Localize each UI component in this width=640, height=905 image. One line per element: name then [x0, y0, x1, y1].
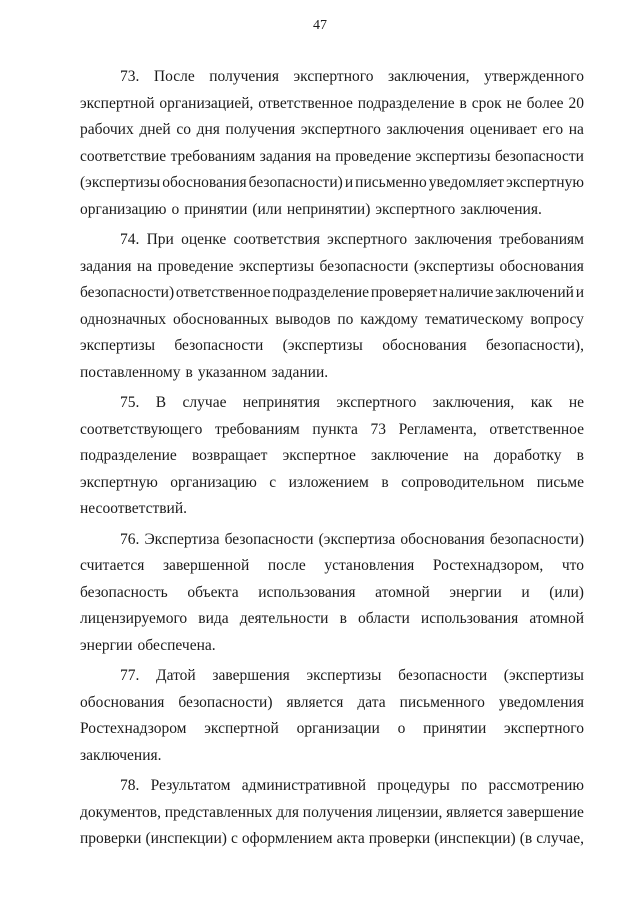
paragraph — [80, 663, 584, 769]
word: по — [337, 310, 354, 328]
word: письменного — [399, 693, 485, 711]
word: однозначных — [80, 310, 167, 328]
word: безопасности) — [80, 284, 175, 301]
text-line — [80, 633, 584, 660]
word: дата — [357, 693, 386, 711]
word: утвержденного — [484, 68, 584, 85]
text-line — [80, 743, 584, 770]
word: ответственное — [175, 284, 271, 301]
word: тематическому — [424, 310, 524, 328]
word: в — [339, 610, 347, 627]
word: безопасности — [224, 530, 314, 548]
word: получения — [209, 68, 279, 85]
word: указанном — [197, 363, 267, 381]
word: Экспертиза — [144, 530, 220, 548]
word: (экспертизы — [503, 667, 584, 684]
word: заключения — [386, 121, 465, 138]
text-line — [80, 527, 584, 554]
word: получения — [302, 803, 373, 821]
word: считается — [80, 557, 145, 574]
word: ответственное — [258, 94, 353, 112]
word: на — [315, 147, 331, 165]
word: (в — [519, 830, 533, 847]
word: экспертного — [504, 720, 584, 737]
word: экспертной — [204, 720, 279, 737]
word: 20 — [568, 94, 584, 112]
text-line — [80, 580, 584, 607]
word: оформлением — [241, 830, 333, 847]
word: (экспертиза — [318, 530, 396, 548]
word: (или) — [549, 583, 584, 601]
word: подразделение — [357, 94, 455, 112]
word: заключения, — [388, 68, 470, 85]
text-line — [80, 690, 584, 717]
word: организацию — [170, 473, 257, 491]
word: экспертного — [293, 68, 374, 85]
word: административной — [241, 777, 367, 794]
word: Датой — [156, 667, 196, 684]
word: акта — [336, 830, 365, 847]
word: проведение — [335, 147, 412, 165]
word: соответствия — [233, 231, 320, 248]
text-line — [80, 800, 584, 827]
text-line — [80, 64, 584, 91]
word: энергии — [80, 636, 133, 654]
word: на — [136, 257, 153, 275]
text-line — [80, 390, 584, 417]
word: о — [171, 200, 180, 218]
word: принятии — [423, 720, 487, 737]
word: экспертизы — [415, 147, 491, 165]
word: заключения — [414, 231, 492, 248]
word: наличие — [439, 284, 494, 301]
word: на — [568, 121, 584, 138]
word: задания — [259, 147, 312, 165]
word: безопасности), — [485, 337, 584, 354]
word: подразделение — [80, 447, 177, 464]
text-line — [80, 227, 584, 254]
word: экспертного — [300, 121, 381, 138]
word: задания — [80, 257, 132, 275]
word: срок — [471, 94, 502, 112]
word: (инспекции) — [434, 830, 516, 847]
word: (экспертизы — [413, 257, 495, 275]
paragraph — [80, 390, 584, 523]
word: экспертизы — [80, 337, 156, 354]
word: экспертизы — [238, 257, 314, 275]
word: несоответствий. — [80, 500, 188, 517]
word: ответственное — [489, 420, 584, 438]
word: требованиям — [214, 420, 300, 438]
word: безопасности — [398, 667, 488, 684]
word: уведомляет — [428, 174, 505, 191]
word: и — [521, 583, 530, 601]
word: заключения. — [80, 746, 162, 764]
word: что — [561, 557, 584, 574]
word: деятельности — [239, 610, 329, 627]
word: его — [542, 121, 564, 138]
paragraph — [80, 227, 584, 386]
text-line — [80, 553, 584, 580]
word: требованиям — [170, 147, 256, 165]
word: и — [575, 284, 584, 301]
word: как — [530, 394, 553, 411]
word: Регламента, — [398, 420, 477, 438]
word: поставленному — [80, 363, 181, 381]
word: экспертного — [375, 200, 456, 218]
word: изложением — [288, 473, 369, 491]
word: непринятии) — [286, 200, 371, 218]
word: организацией, — [159, 94, 254, 112]
text-line — [80, 144, 584, 171]
word: по — [461, 777, 478, 794]
text-line — [80, 254, 584, 281]
word: со — [176, 121, 191, 138]
word: безопасности — [319, 257, 409, 275]
word: обеспечена. — [137, 636, 216, 654]
word: безопасность — [80, 583, 168, 601]
word: письменно — [355, 174, 427, 191]
word: экспертного — [336, 394, 417, 411]
word: случае, — [536, 830, 584, 847]
word: и — [344, 174, 354, 191]
word: В — [155, 394, 167, 411]
word: оценке — [181, 231, 227, 248]
text-line — [80, 496, 584, 523]
word: проверки — [368, 830, 431, 847]
word: с — [230, 830, 238, 847]
word: безопасности) — [178, 693, 273, 711]
word: При — [146, 231, 174, 248]
text-line — [80, 773, 584, 800]
word: использования — [420, 610, 519, 627]
text-line — [80, 716, 584, 743]
word: подразделение — [272, 284, 370, 301]
word: получения — [225, 121, 296, 138]
word: обоснования — [162, 174, 247, 191]
word: экспертную — [506, 174, 584, 191]
word: (экспертизы — [80, 174, 161, 191]
word: Результатом — [150, 777, 231, 794]
word: экспертную — [80, 473, 158, 491]
word: организацию — [80, 200, 167, 218]
text-line — [80, 360, 584, 387]
word: 74. — [120, 231, 140, 248]
word: атомной — [375, 583, 430, 601]
word: Ростехнадзором, — [432, 557, 544, 574]
word: о — [397, 720, 406, 737]
word: рассмотрению — [488, 777, 584, 794]
word: энергии — [449, 583, 502, 601]
word: безопасности) — [489, 530, 584, 548]
word: не — [506, 94, 522, 112]
word: соответствующего — [80, 420, 203, 438]
word: оценивает — [469, 121, 537, 138]
text-line — [80, 606, 584, 633]
paragraph — [80, 773, 584, 853]
word: завершение — [506, 803, 584, 821]
word: сопроводительном — [401, 473, 525, 491]
word: установления — [324, 557, 415, 574]
text-line — [80, 170, 584, 197]
word: случае — [182, 394, 227, 411]
word: 77. — [120, 667, 140, 684]
word: на — [463, 447, 479, 464]
text-line — [80, 307, 584, 334]
word: экспертного — [327, 231, 408, 248]
word: экспертной — [80, 94, 155, 112]
word: вида — [198, 610, 229, 627]
word: После — [153, 68, 195, 85]
word: письме — [536, 473, 584, 491]
word: в — [459, 94, 467, 112]
word: рабочих — [80, 121, 134, 138]
word: проверки — [80, 830, 142, 847]
word: выводов — [275, 310, 331, 328]
word: Ростехнадзором — [80, 720, 187, 737]
word: документов, — [80, 803, 161, 821]
word: с — [269, 473, 277, 491]
word: уведомления — [498, 693, 584, 711]
word: задании. — [271, 363, 329, 381]
word: обоснованных — [173, 310, 269, 328]
word: принятии — [184, 200, 248, 218]
word: экспертное — [282, 447, 356, 464]
word: соответствие — [80, 147, 167, 165]
word: дней — [139, 121, 171, 138]
word: для — [276, 803, 300, 821]
word: безопасности — [495, 147, 584, 165]
word: обоснования — [382, 337, 467, 354]
text-line — [80, 197, 584, 224]
word: возвращает — [191, 447, 268, 464]
word: не — [568, 394, 584, 411]
word: после — [267, 557, 306, 574]
text-line — [80, 280, 584, 307]
word: объекта — [187, 583, 239, 601]
word: каждому — [360, 310, 419, 328]
word: 76. — [120, 530, 140, 548]
page-number: 47 — [313, 18, 327, 33]
word: 75. — [120, 394, 140, 411]
paragraph — [80, 527, 584, 660]
word: завершенной — [162, 557, 250, 574]
text-line — [80, 470, 584, 497]
word: (инспекции) — [145, 830, 227, 847]
word: является — [286, 693, 344, 711]
word: обоснования — [80, 693, 165, 711]
text-line — [80, 663, 584, 690]
word: обоснования — [499, 257, 584, 275]
word: 73. — [120, 68, 140, 85]
word: в — [576, 447, 584, 464]
word: проверяет — [370, 284, 438, 301]
word: в — [185, 363, 193, 381]
word: является — [446, 803, 504, 821]
paragraph — [80, 64, 584, 223]
word: области — [358, 610, 410, 627]
word: проведение — [157, 257, 234, 275]
text-line — [80, 117, 584, 144]
word: заключение — [371, 447, 449, 464]
word: в — [381, 473, 389, 491]
text-line — [80, 826, 584, 853]
text-line — [80, 443, 584, 470]
word: организации — [296, 720, 380, 737]
word: вопросу — [530, 310, 584, 328]
word: заключения, — [432, 394, 515, 411]
word: пункта — [312, 420, 358, 438]
word: лицензии, — [376, 803, 443, 821]
text-line — [80, 333, 584, 360]
word: атомной — [529, 610, 584, 627]
word: непринятия — [242, 394, 320, 411]
word: (или — [252, 200, 282, 218]
text-line — [80, 91, 584, 118]
word: лицензируемого — [80, 610, 188, 627]
word: безопасности — [174, 337, 264, 354]
word: требованиям — [499, 231, 584, 248]
document-body — [80, 64, 584, 857]
word: дня — [196, 121, 220, 138]
word: представленных — [164, 803, 273, 821]
word: процедуры — [377, 777, 450, 794]
word: заключения. — [460, 200, 542, 218]
word: 78. — [120, 777, 140, 794]
word: заключений — [495, 284, 574, 301]
word: (экспертизы — [282, 337, 363, 354]
text-line — [80, 417, 584, 444]
word: доработку — [493, 447, 562, 464]
word: использования — [258, 583, 356, 601]
word: завершения — [212, 667, 290, 684]
word: обоснования — [400, 530, 485, 548]
word: экспертизы — [306, 667, 382, 684]
word: более — [526, 94, 564, 112]
word: 73 — [370, 420, 386, 438]
word: безопасности) — [248, 174, 343, 191]
